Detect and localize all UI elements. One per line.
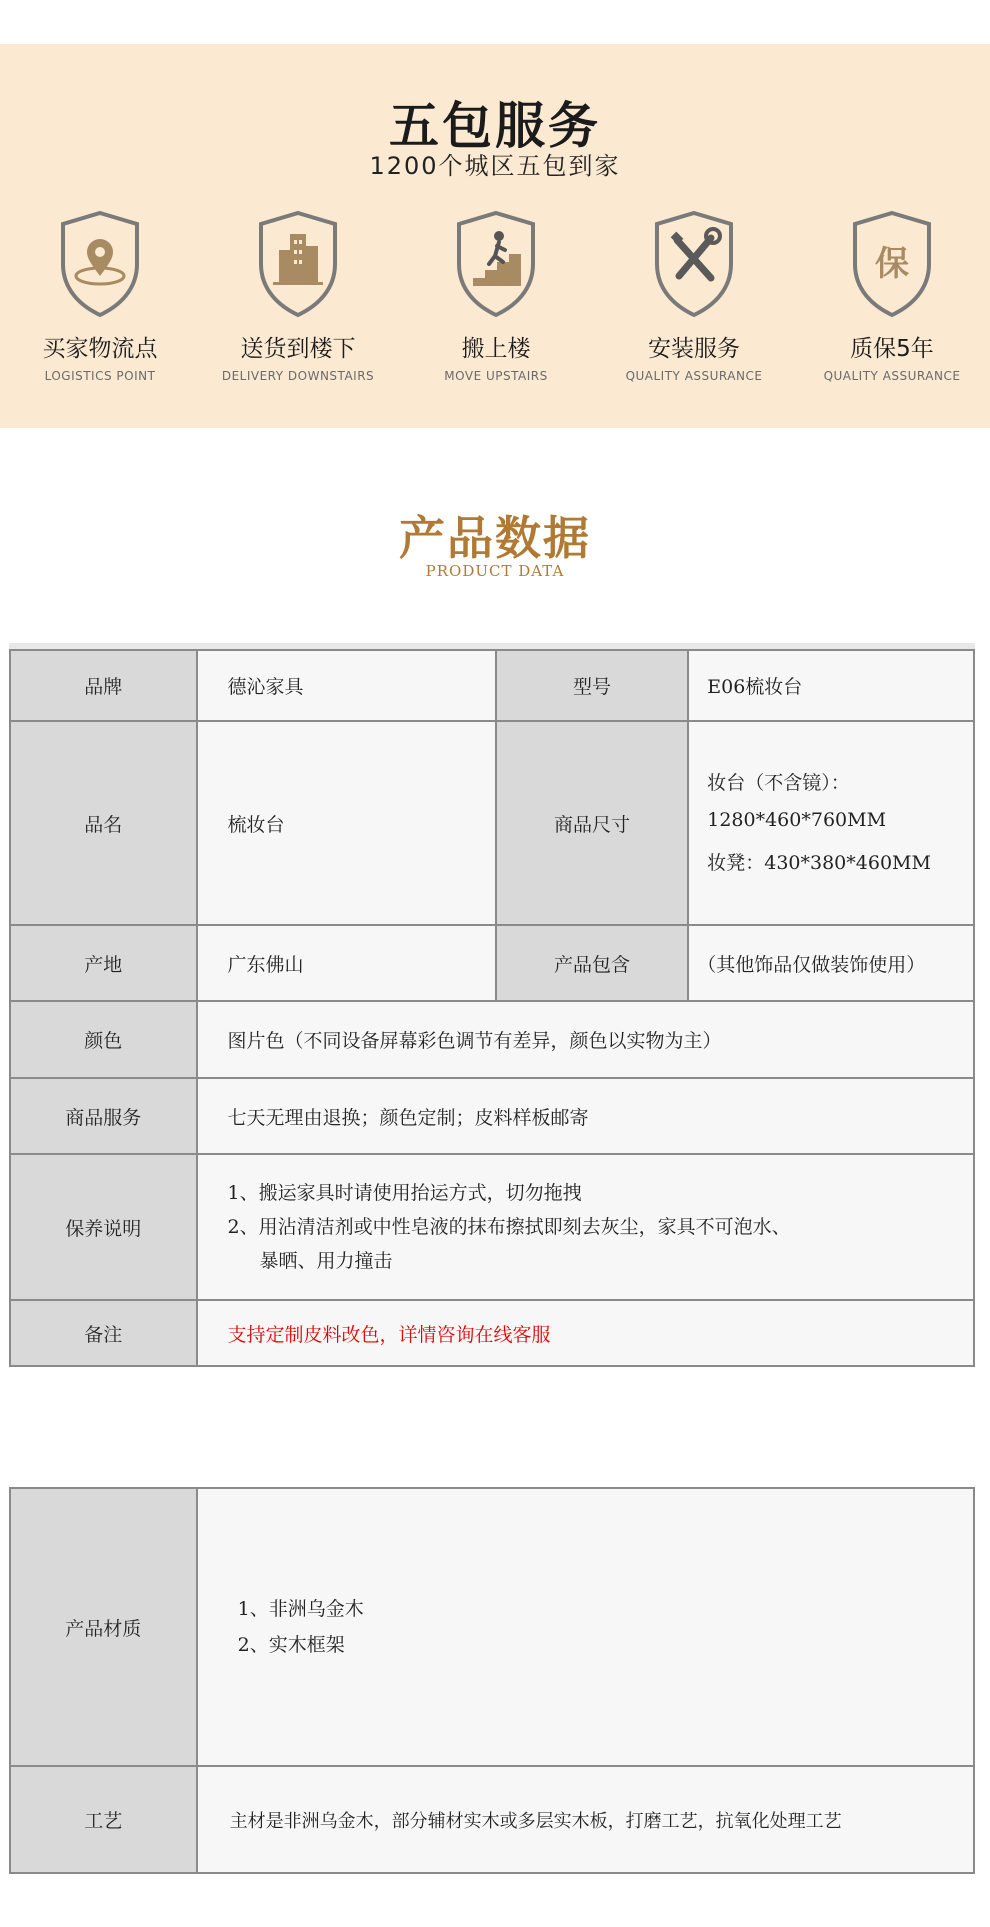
size-value — [688, 721, 974, 925]
product-data-title: 产品数据 — [399, 511, 591, 565]
model-label: 型号 — [496, 650, 688, 721]
model-value: E06梳妆台 — [688, 650, 974, 721]
brand-label: 品牌 — [10, 650, 197, 721]
location-pin-icon — [59, 210, 141, 318]
banner-title: 五包服务 — [389, 97, 601, 155]
service-en-label: QUALITY ASSURANCE — [625, 369, 763, 383]
stairs-icon — [455, 210, 537, 318]
building-icon — [257, 210, 339, 318]
includes-value: （其他饰品仅做装饰使用） — [688, 925, 974, 1001]
service-label: 质保5年 — [850, 336, 934, 362]
name-label: 品名 — [10, 721, 197, 925]
craft-label: 工艺 — [10, 1766, 197, 1873]
service-label: 安装服务 — [648, 336, 740, 362]
name-value: 梳妆台 — [197, 721, 496, 925]
care-value — [197, 1154, 975, 1300]
material-line: 2、实木框架 — [237, 1634, 345, 1656]
service-en-label: QUALITY ASSURANCE — [823, 369, 961, 383]
color-value: 图片色（不同设备屏幕彩色调节有差异，颜色以实物为主） — [197, 1001, 975, 1078]
service-label: 商品服务 — [10, 1078, 197, 1154]
size-label: 商品尺寸 — [496, 721, 688, 925]
size-line: 1280*460*760MM — [707, 808, 887, 831]
material-table — [9, 1487, 975, 1874]
product-data-subtitle: PRODUCT DATA — [425, 562, 565, 580]
care-line: 暴晒、用力撞击 — [259, 1250, 393, 1272]
table-row — [10, 1300, 974, 1366]
table-row — [10, 1766, 974, 1873]
care-line: 1、搬运家具时请使用抬运方式，切勿拖拽 — [227, 1182, 582, 1204]
service-en-label: LOGISTICS POINT — [44, 369, 156, 383]
service-value: 七天无理由退换；颜色定制；皮料样板邮寄 — [197, 1078, 975, 1154]
table-row — [10, 1001, 974, 1078]
service-delivery-downstairs — [198, 210, 398, 383]
service-en-label: MOVE UPSTAIRS — [444, 369, 548, 383]
brand-value: 德沁家具 — [197, 650, 496, 721]
origin-value: 广东佛山 — [197, 925, 496, 1001]
tools-icon — [653, 210, 735, 318]
table-row — [10, 925, 974, 1001]
service-logistics-point — [0, 210, 200, 383]
note-label: 备注 — [10, 1300, 197, 1366]
service-en-label: DELIVERY DOWNSTAIRS — [221, 369, 375, 383]
table-row — [10, 1488, 974, 1766]
care-line: 2、用沾清洁剂或中性皂液的抹布擦拭即刻去灰尘，家具不可泡水、 — [227, 1216, 791, 1238]
color-label: 颜色 — [10, 1001, 197, 1078]
origin-label: 产地 — [10, 925, 197, 1001]
banner-subtitle: 1200个城区五包到家 — [369, 152, 621, 180]
table-row — [10, 721, 974, 925]
size-line: 妆台（不含镜）： — [707, 771, 850, 794]
table-row — [10, 1154, 974, 1300]
service-label: 买家物流点 — [42, 336, 158, 362]
includes-label: 产品包含 — [496, 925, 688, 1001]
service-label: 搬上楼 — [461, 336, 531, 362]
material-value — [197, 1488, 974, 1766]
service-label: 送货到楼下 — [240, 336, 356, 362]
service-installation — [594, 210, 794, 383]
material-line: 1、非洲乌金木 — [237, 1598, 364, 1620]
service-warranty — [792, 210, 990, 383]
service-move-upstairs — [396, 210, 596, 383]
warranty-icon — [851, 210, 933, 318]
warranty-icon-glyph: 保 — [875, 244, 909, 284]
table-row — [10, 1078, 974, 1154]
note-value: 支持定制皮料改色，详情咨询在线客服 — [197, 1300, 975, 1366]
material-label: 产品材质 — [10, 1488, 197, 1766]
spec-table — [9, 649, 975, 1367]
care-label: 保养说明 — [10, 1154, 197, 1300]
five-service-banner — [0, 44, 990, 428]
craft-value: 主材是非洲乌金木，部分辅材实木或多层实木板，打磨工艺，抗氧化处理工艺 — [197, 1766, 974, 1873]
size-line: 妆凳：430*380*460MM — [707, 851, 931, 874]
table-row — [10, 650, 974, 721]
